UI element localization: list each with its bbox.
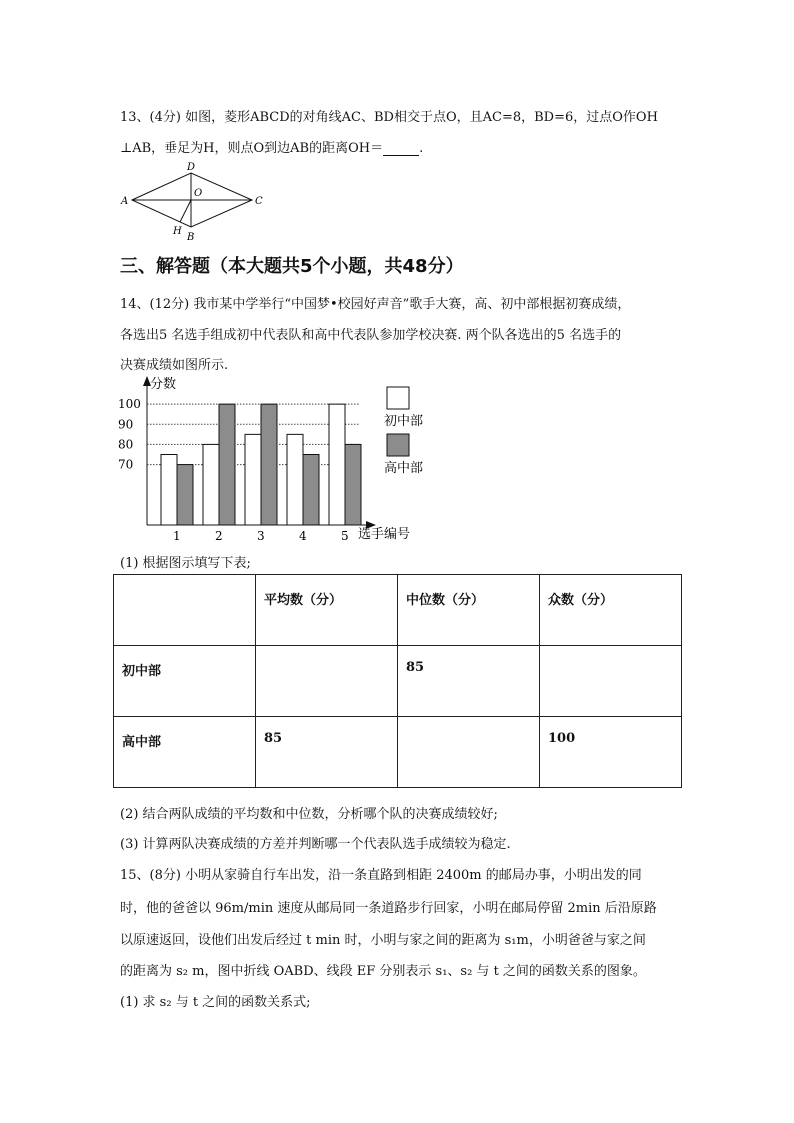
rhombus-figure — [118, 160, 268, 245]
legend-swatch — [387, 434, 409, 456]
table-cell[interactable] — [540, 646, 682, 717]
label-h: H — [173, 226, 182, 237]
bar-junior — [245, 434, 261, 525]
x-tick-label: 5 — [341, 529, 349, 543]
table-cell: 初中部 — [114, 646, 256, 717]
answer-blank — [383, 143, 419, 156]
y-tick-label: 70 — [118, 457, 134, 472]
label-o: O — [194, 188, 203, 199]
q13-line2-text: ⊥AB，垂足为H，则点O到边AB的距离OH＝ — [120, 141, 384, 156]
bar-junior — [329, 404, 345, 525]
bar-senior — [261, 404, 277, 525]
bar-senior — [219, 404, 235, 525]
bar-senior — [345, 444, 361, 525]
table-row — [114, 646, 682, 717]
table-cell: 85 — [398, 646, 540, 717]
segment-oh — [180, 200, 191, 222]
bar-junior — [161, 455, 177, 526]
table-header-cell: 众数（分） — [540, 575, 682, 646]
q14-line2: 各选出5 名选手组成初中代表队和高中代表队参加学校决赛. 两个队各选出的5 名选手的 — [120, 328, 622, 343]
q14-part3: (3) 计算两队决赛成绩的方差并判断哪一个代表队选手成绩较为稳定. — [120, 837, 511, 852]
q14-part1: (1) 根据图示填写下表; — [120, 556, 251, 571]
q15-line3: 以原速返回，设他们出发后经过 t min 时，小明与家之间的距离为 s₁m，小明爸爸与家之间 — [120, 933, 646, 948]
legend-swatch — [387, 387, 409, 409]
label-b: B — [187, 232, 195, 243]
q14-part2: (2) 结合两队成绩的平均数和中位数，分析哪个队的决赛成绩较好; — [120, 807, 498, 822]
label-d: D — [187, 162, 196, 173]
table-header-cell: 中位数（分） — [398, 575, 540, 646]
y-tick-label: 100 — [118, 397, 141, 412]
section-title: 三、解答题（本大题共5个小题，共48分） — [120, 256, 464, 277]
chart-legend — [384, 387, 423, 476]
bar-senior — [303, 455, 319, 526]
stats-table — [113, 574, 682, 788]
table-cell: 高中部 — [114, 717, 256, 788]
y-tick-label: 80 — [118, 437, 134, 452]
x-axis-label: 选手编号 — [358, 527, 411, 542]
table-cell[interactable] — [256, 646, 398, 717]
table-header-cell: 平均数（分） — [256, 575, 398, 646]
q15-line1: 15、(8分) 小明从家骑自行车出发，沿一条直路到相距 2400m 的邮局办事，小明出发的同 — [120, 868, 642, 883]
label-a: A — [121, 196, 129, 207]
q14-line3: 决赛成绩如图所示. — [120, 358, 229, 373]
legend-label: 高中部 — [384, 461, 424, 476]
table-header-row — [114, 575, 682, 646]
q15-part1: (1) 求 s₂ 与 t 之间的函数关系式; — [120, 995, 311, 1010]
x-tick-label: 2 — [215, 529, 223, 543]
y-axis-label: 分数 — [150, 377, 177, 392]
q15-line2: 时，他的爸爸以 96m/min 速度从邮局同一条道路步行回家，小明在邮局停留 2min 后沿原路 — [120, 901, 657, 916]
q15-line4: 的距离为 s₂ m，图中折线 OABD、线段 EF 分别表示 s₁、s₂ 与 t 之间的函数关系的图象。 — [120, 964, 646, 979]
bar-senior — [177, 465, 193, 525]
x-tick-label: 1 — [173, 529, 181, 543]
q13-line2-end: . — [419, 141, 424, 156]
x-tick-label: 3 — [257, 529, 265, 543]
y-tick-label: 90 — [118, 417, 134, 432]
q14-line1: 14、(12分) 我市某中学举行“中国梦•校园好声音”歌手大赛，高、初中部根据初赛成绩， — [120, 297, 631, 312]
label-c: C — [255, 196, 263, 207]
table-cell: 85 — [256, 717, 398, 788]
q13-line1: 13、(4分) 如图，菱形ABCD的对角线AC、BD相交于点O，且AC=8，BD=6，过点O作OH — [120, 110, 658, 125]
q13-line2 — [120, 137, 423, 156]
x-tick-label: 4 — [299, 529, 307, 543]
legend-label: 初中部 — [384, 414, 424, 429]
bar-junior — [203, 444, 219, 525]
table-header-cell — [114, 575, 256, 646]
bar-junior — [287, 434, 303, 525]
table-row — [114, 717, 682, 788]
score-bar-chart — [110, 372, 440, 550]
table-cell[interactable] — [398, 717, 540, 788]
table-cell: 100 — [540, 717, 682, 788]
